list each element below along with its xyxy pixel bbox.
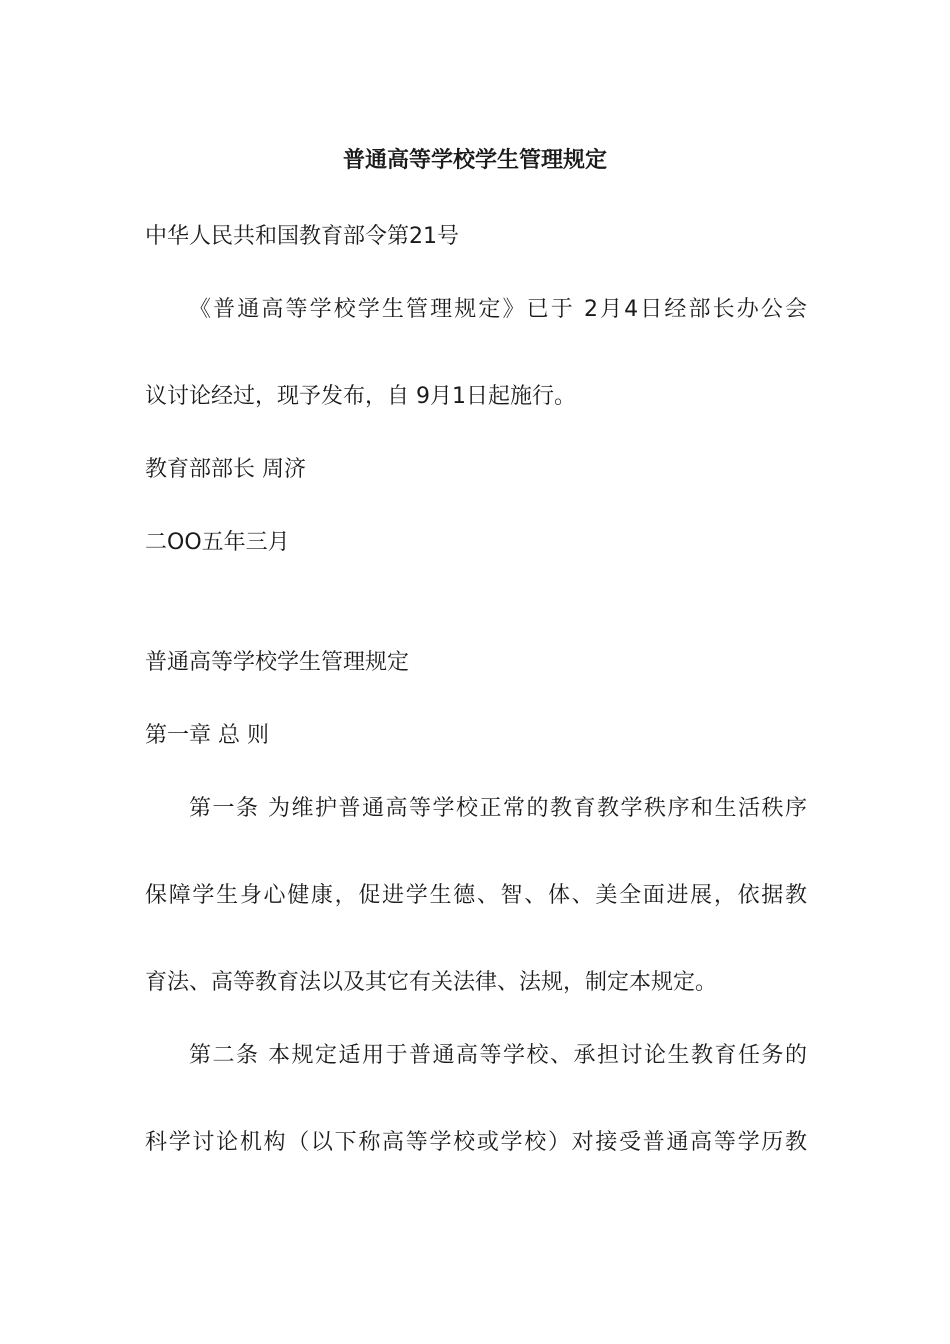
- document-title: 普通高等学校学生管理规定: [342, 148, 607, 173]
- intro-paragraph-line-1: 《普通高等学校学生管理规定》已于 2月4日经部长办公会: [189, 297, 807, 322]
- chapter-heading: 第一章 总 则: [145, 723, 269, 748]
- article-1-line-2: 保障学生身心健康，促进学生德、智、体、美全面进展，依据教: [145, 883, 807, 908]
- article-1-line-3: 育法、高等教育法以及其它有关法律、法规，制定本规定。: [145, 970, 718, 995]
- article-2-line-2: 科学讨论机构（以下称高等学校或学校）对接受普通高等学历教: [145, 1130, 807, 1155]
- signer: 教育部部长 周济: [145, 457, 306, 482]
- article-1-line-1: 第一条 为维护普通高等学校正常的教育教学秩序和生活秩序: [189, 796, 807, 821]
- intro-paragraph-line-2: 议讨论经过，现予发布，自 9月1日起施行。: [145, 384, 576, 409]
- section-title: 普通高等学校学生管理规定: [145, 650, 410, 675]
- issue-date: 二OO五年三月: [145, 530, 290, 555]
- article-2-line-1: 第二条 本规定适用于普通高等学校、承担讨论生教育任务的: [189, 1043, 807, 1068]
- decree-number: 中华人民共和国教育部令第21号: [145, 224, 459, 249]
